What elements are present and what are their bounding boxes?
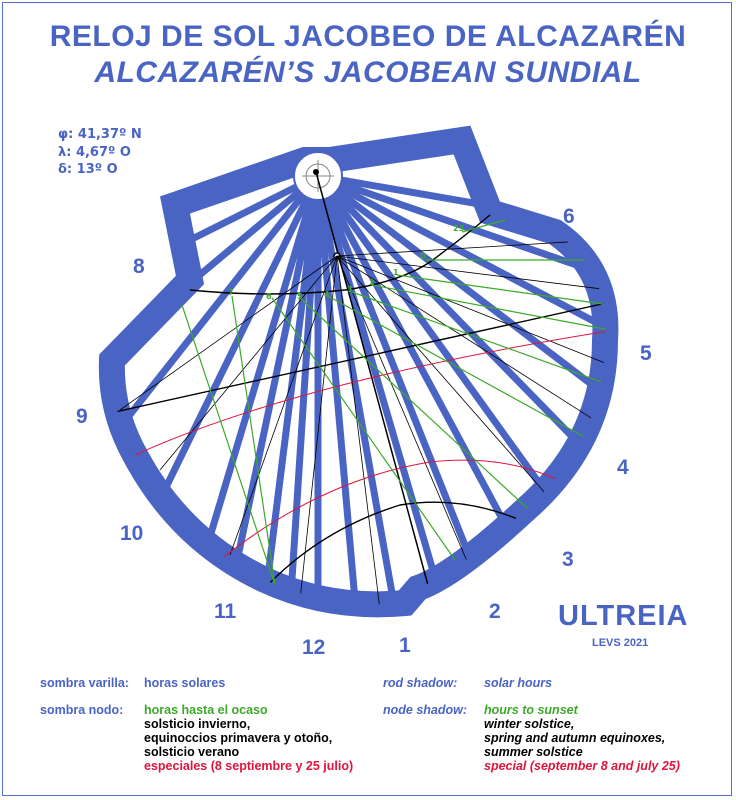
hour-label-8: 8 — [133, 255, 145, 278]
title-spanish: RELOJ DE SOL JACOBEO DE ALCAZARÉN — [49, 20, 687, 53]
hour-label-3: 3 — [562, 548, 574, 571]
node-label-0: 0 — [420, 252, 426, 261]
hour-label-4: 4 — [617, 456, 629, 479]
legend-en-node-label: node shadow: — [383, 703, 468, 717]
node-label-1: 1 — [393, 268, 399, 277]
legend-es-rod-label: sombra varilla: — [40, 676, 129, 690]
hour-label-6: 6 — [563, 205, 575, 228]
hour-label-12: 12 — [302, 636, 326, 659]
node-label-23: 23 — [453, 224, 465, 233]
legend-en-special: special (september 8 and july 25) — [484, 759, 680, 773]
node-label-7: 7 — [228, 288, 234, 297]
hour-label-2: 2 — [489, 600, 501, 623]
legend-es-winter: solsticio invierno, — [144, 717, 251, 731]
hour-label-11: 11 — [214, 600, 237, 623]
node-label-2: 2 — [369, 278, 375, 287]
legend-es-equinox: equinoccios primavera y otoño, — [144, 731, 333, 745]
legend-en-equinox: spring and autumn equinoxes, — [484, 731, 666, 745]
motto-text: ULTREIA — [558, 600, 689, 632]
title-english: ALCAZARÉN’S JACOBEAN SUNDIAL — [94, 56, 642, 89]
legend-en-winter: winter solstice, — [484, 717, 575, 731]
legend-en-rod-value: solar hours — [484, 676, 553, 690]
node-label-3: 3 — [347, 285, 353, 294]
legend-en-node-value: hours to sunset — [484, 703, 578, 717]
hour-label-5: 5 — [640, 342, 652, 365]
hour-label-9: 9 — [76, 405, 88, 428]
hour-label-10: 10 — [120, 522, 144, 545]
node-label-5: 5 — [297, 292, 303, 301]
latitude-text: φ: 41,37º N — [58, 127, 142, 142]
node-label-4: 4 — [324, 290, 330, 299]
longitude-text: λ: 4,67º O — [58, 145, 131, 160]
legend-en-rod-label: rod shadow: — [383, 676, 458, 690]
declination-text: δ: 13º O — [58, 162, 118, 177]
legend-es-node-label: sombra nodo: — [40, 703, 124, 717]
node-label-6: 6 — [266, 292, 272, 301]
legend-en-summer: summer solstice — [484, 745, 583, 759]
hour-label-1: 1 — [399, 634, 411, 657]
legend-es-special: especiales (8 septiembre y 25 julio) — [144, 759, 354, 773]
legend-es-node-value: horas hasta el ocaso — [144, 703, 268, 717]
legend-es-summer: solsticio verano — [144, 745, 240, 759]
signature-text: LEVS 2021 — [592, 637, 649, 649]
legend-es-rod-value: horas solares — [144, 676, 226, 690]
